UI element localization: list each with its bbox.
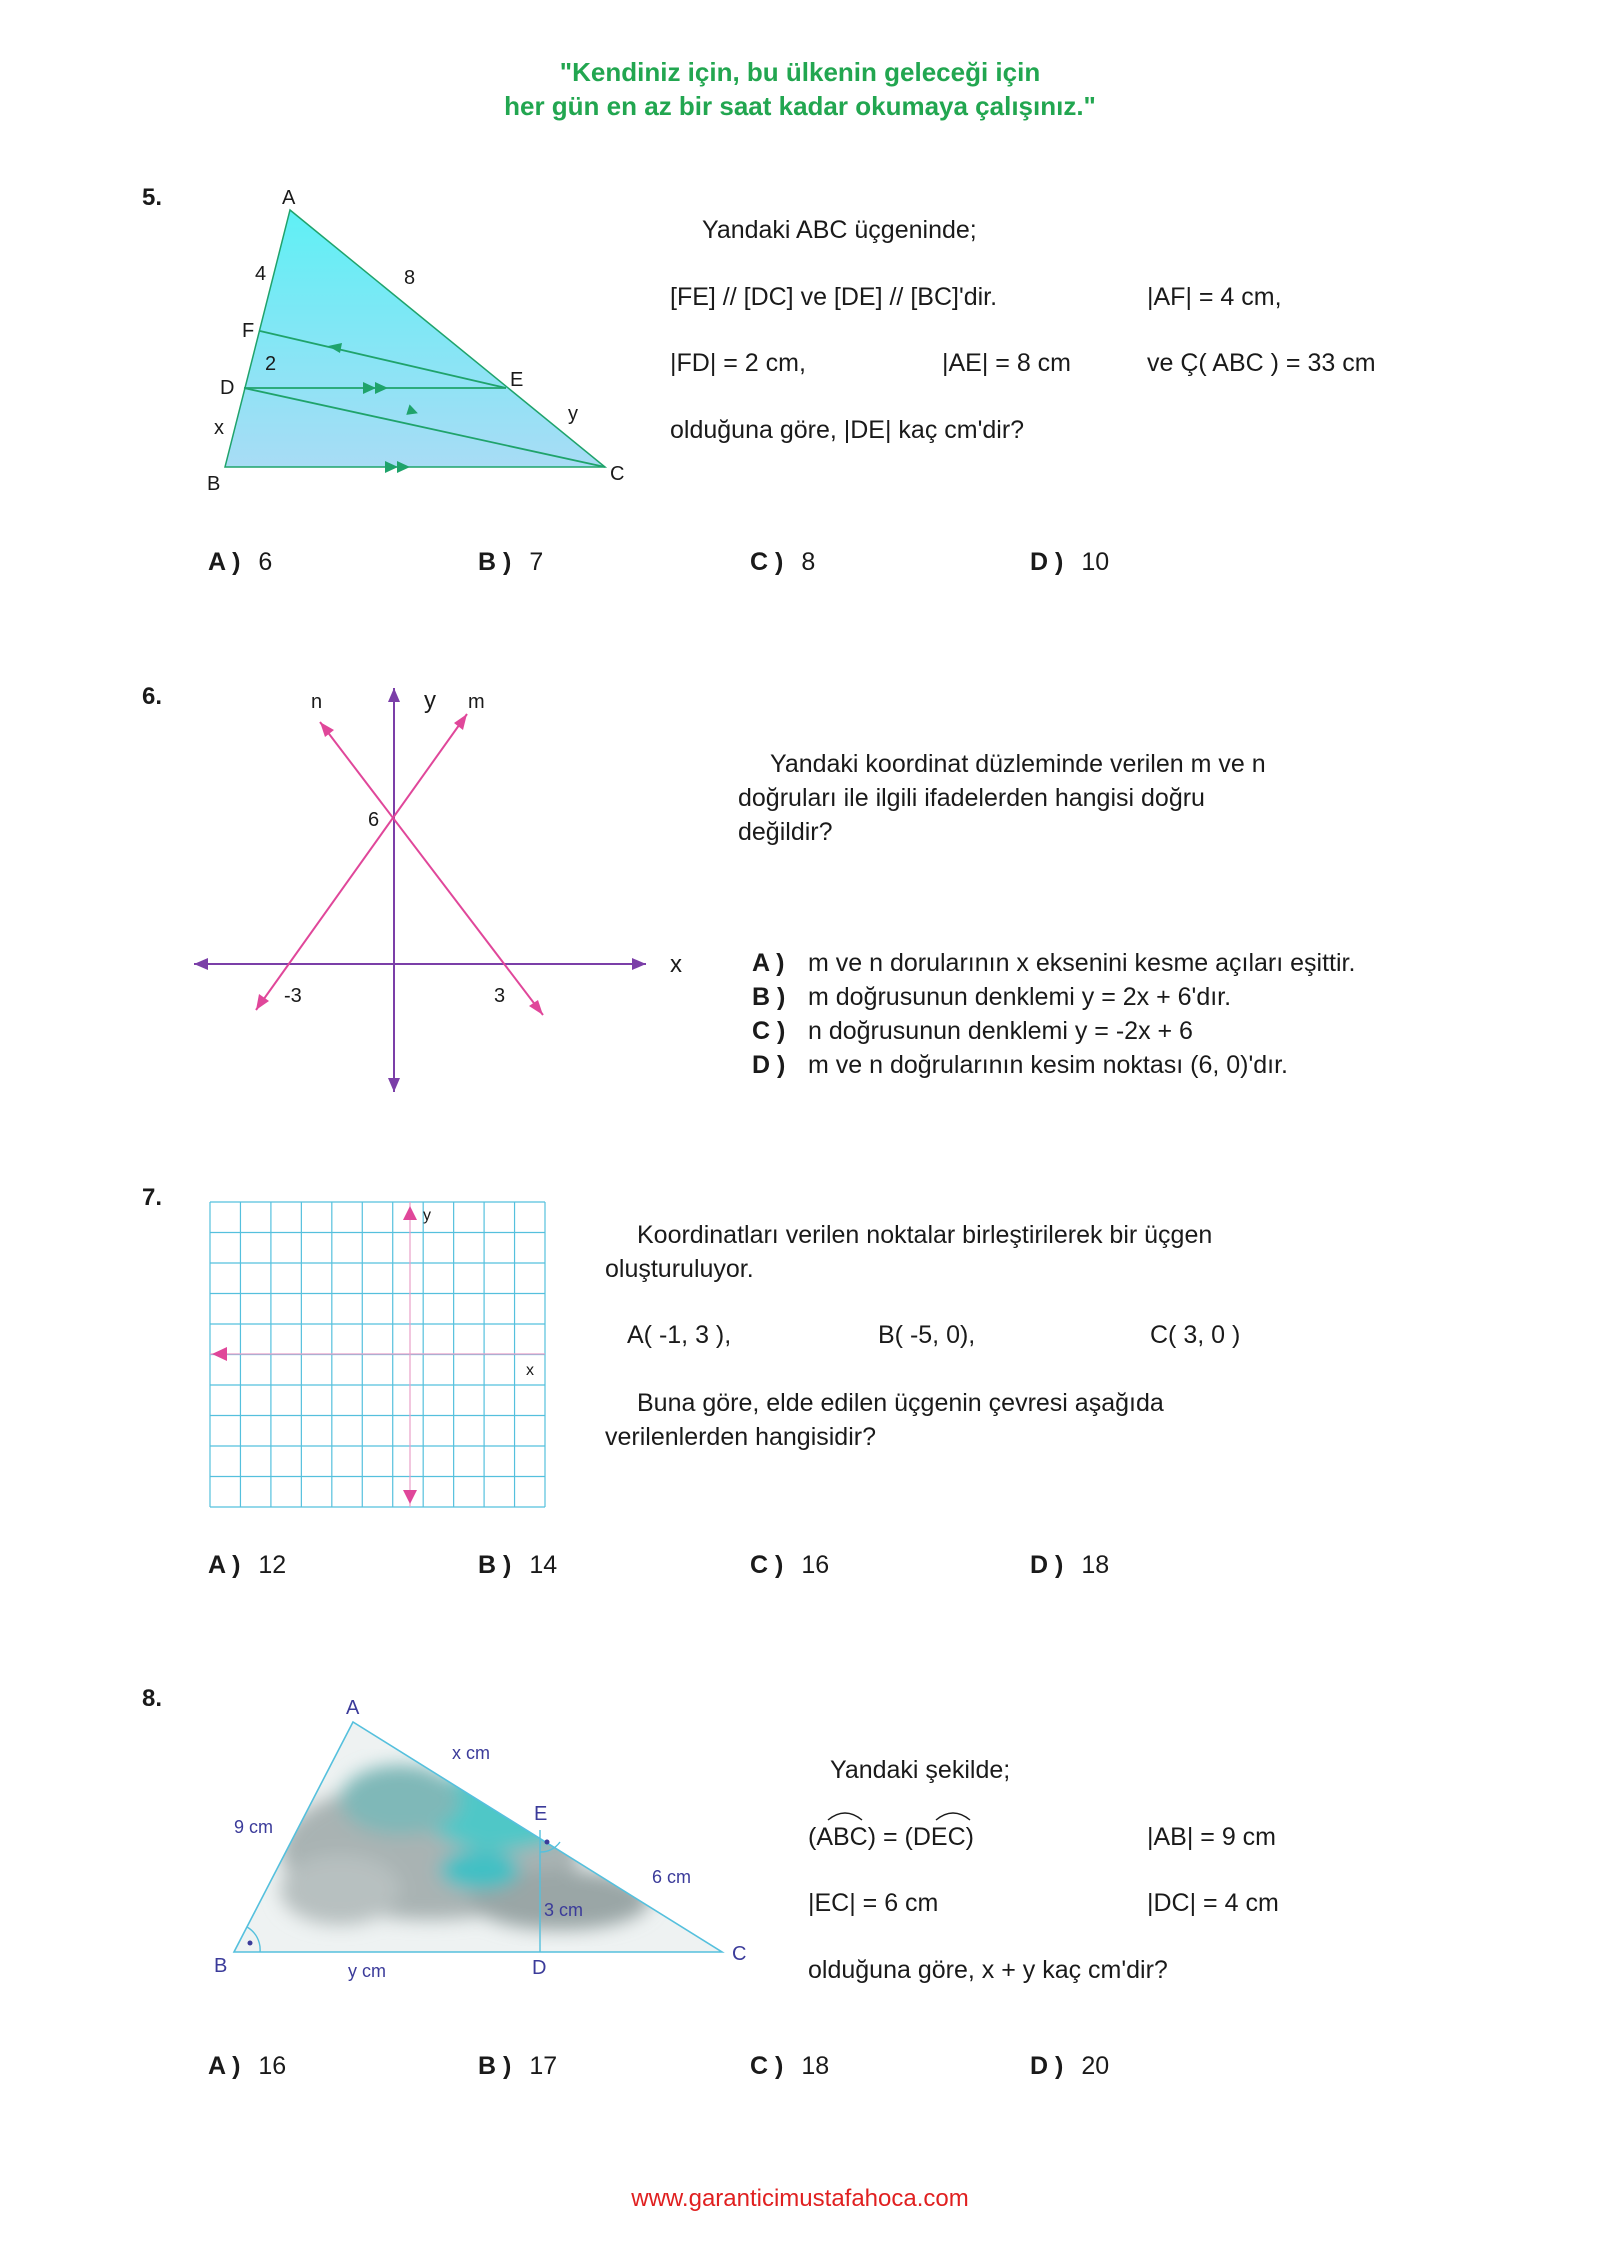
q7-option-a[interactable]: A ) 12 xyxy=(208,1551,287,1579)
q8-ec-length: |EC| = 6 cm xyxy=(808,1889,939,1917)
question-6-number: 6. xyxy=(142,683,163,710)
motto-line-1: "Kendiniz için, bu ülkenin geleceği için xyxy=(559,57,1041,87)
motto-line-2: her gün en az bir saat kadar okumaya çalışınız." xyxy=(504,91,1096,121)
length-ec-label: y xyxy=(568,403,578,425)
q5-option-d[interactable]: D ) 10 xyxy=(1030,548,1110,576)
x-axis-label: x xyxy=(670,951,682,978)
line-n xyxy=(320,722,543,1015)
q8-angle-equality: (ABC) = (DEC) xyxy=(808,1823,974,1851)
q5-perimeter: ve Ç( ABC ) = 33 cm xyxy=(1147,349,1376,377)
q8-option-d[interactable]: D ) 20 xyxy=(1030,2052,1110,2080)
q5-fd-length: |FD| = 2 cm, xyxy=(670,349,806,377)
question-5-number: 5. xyxy=(142,184,163,211)
point-d-label: D xyxy=(220,377,235,399)
q7-text-line-3: Buna göre, elde edilen üçgenin çevresi aşağıda xyxy=(637,1389,1164,1417)
length-af-label: 4 xyxy=(255,263,267,285)
vertex-c-label: C xyxy=(732,1943,747,1965)
q5-af-length: |AF| = 4 cm, xyxy=(1147,283,1282,311)
q5-question: olduğuna göre, |DE| kaç cm'dir? xyxy=(670,416,1025,444)
length-ae-label: 8 xyxy=(404,267,416,289)
q8-question: olduğuna göre, x + y kaç cm'dir? xyxy=(808,1956,1168,1984)
length-ec-label: 6 cm xyxy=(652,1867,692,1887)
q6-option-d[interactable]: D ) m ve n doğrularının kesim noktası (6, 0)'dır. xyxy=(752,1051,1288,1079)
q6-option-b[interactable]: B ) m doğrusunun denklemi y = 2x + 6'dır. xyxy=(752,983,1232,1011)
q5-option-b[interactable]: B ) 7 xyxy=(478,548,544,576)
q6-option-a[interactable]: A ) m ve n dorularının x eksenini kesme açıları eşittir. xyxy=(752,949,1356,977)
q8-dc-length: |DC| = 4 cm xyxy=(1147,1889,1279,1917)
q8-ab-length: |AB| = 9 cm xyxy=(1147,1823,1277,1851)
motto-header xyxy=(0,55,1600,123)
vertex-a-label: A xyxy=(346,1697,360,1719)
q8-triangle-figure xyxy=(200,1690,760,1990)
length-ae-label: x cm xyxy=(452,1743,490,1763)
length-fd-label: 2 xyxy=(265,353,277,375)
angle-arc-marks xyxy=(808,1804,1008,1824)
length-bd-label: y cm xyxy=(348,1961,386,1981)
q5-ae-length: |AE| = 8 cm xyxy=(942,349,1072,377)
q7-option-d[interactable]: D ) 18 xyxy=(1030,1551,1110,1579)
q5-triangle-figure xyxy=(200,180,660,500)
y-axis-label: y xyxy=(423,1207,431,1224)
y-intercept-label: 6 xyxy=(368,809,380,831)
q7-option-b[interactable]: B ) 14 xyxy=(478,1551,558,1579)
q7-point-b: B( -5, 0), xyxy=(878,1321,976,1349)
q7-point-a: A( -1, 3 ), xyxy=(627,1321,732,1349)
y-axis-label: y xyxy=(424,687,436,714)
vertex-a-label: A xyxy=(282,187,296,209)
q7-text-line-2: oluşturuluyor. xyxy=(605,1255,754,1283)
q6-text: Yandaki koordinat düzleminde verilen m ve n xyxy=(770,750,1266,778)
q7-point-c: C( 3, 0 ) xyxy=(1150,1321,1241,1349)
q8-intro: Yandaki şekilde; xyxy=(830,1756,1011,1784)
question-8-number: 8. xyxy=(142,1685,163,1712)
x-intercept-neg3-label: -3 xyxy=(284,985,302,1007)
q6-option-c[interactable]: C ) n doğrusunun denklemi y = -2x + 6 xyxy=(752,1017,1193,1045)
line-n-label: n xyxy=(311,691,323,713)
q6-text-line-2: doğruları ile ilgili ifadelerden hangisi doğru xyxy=(738,784,1205,812)
point-e-label: E xyxy=(510,369,524,391)
length-bd-label: x xyxy=(214,417,224,439)
x-intercept-pos3-label: 3 xyxy=(494,985,506,1007)
x-axis-label: x xyxy=(526,1362,534,1379)
point-f-label: F xyxy=(242,320,255,342)
q6-text-line-3: değildir? xyxy=(738,818,833,846)
q5-option-a[interactable]: A ) 6 xyxy=(208,548,273,576)
q6-coordinate-figure xyxy=(180,680,700,1100)
line-m xyxy=(256,714,467,1010)
q8-option-c[interactable]: C ) 18 xyxy=(750,2052,830,2080)
q7-option-c[interactable]: C ) 16 xyxy=(750,1551,830,1579)
q8-option-a[interactable]: A ) 16 xyxy=(208,2052,287,2080)
vertex-b-label: B xyxy=(207,473,221,495)
vertex-c-label: C xyxy=(610,463,625,485)
length-ed-label: 3 cm xyxy=(544,1900,584,1920)
length-ab-label: 9 cm xyxy=(234,1817,274,1837)
website-url[interactable]: www.garanticimustafahoca.com xyxy=(631,2185,969,2212)
vertex-b-label: B xyxy=(214,1955,228,1977)
line-m-label: m xyxy=(468,691,485,713)
q8-option-b[interactable]: B ) 17 xyxy=(478,2052,558,2080)
q5-option-c[interactable]: C ) 8 xyxy=(750,548,816,576)
q5-intro: Yandaki ABC üçgeninde; xyxy=(702,216,977,244)
q7-text-line-1: Koordinatları verilen noktalar birleştirilerek bir üçgen xyxy=(637,1221,1213,1249)
q5-parallel-statement: [FE] // [DC] ve [DE] // [BC]'dir. xyxy=(670,283,998,311)
q7-grid-figure xyxy=(210,1202,545,1507)
point-d-label: D xyxy=(532,1957,547,1979)
q6-options xyxy=(752,946,1355,1082)
q7-text-line-4: verilenlerden hangisidir? xyxy=(605,1423,876,1451)
question-7-number: 7. xyxy=(142,1184,163,1211)
triangle-abc xyxy=(225,210,605,467)
point-e-label: E xyxy=(534,1803,548,1825)
